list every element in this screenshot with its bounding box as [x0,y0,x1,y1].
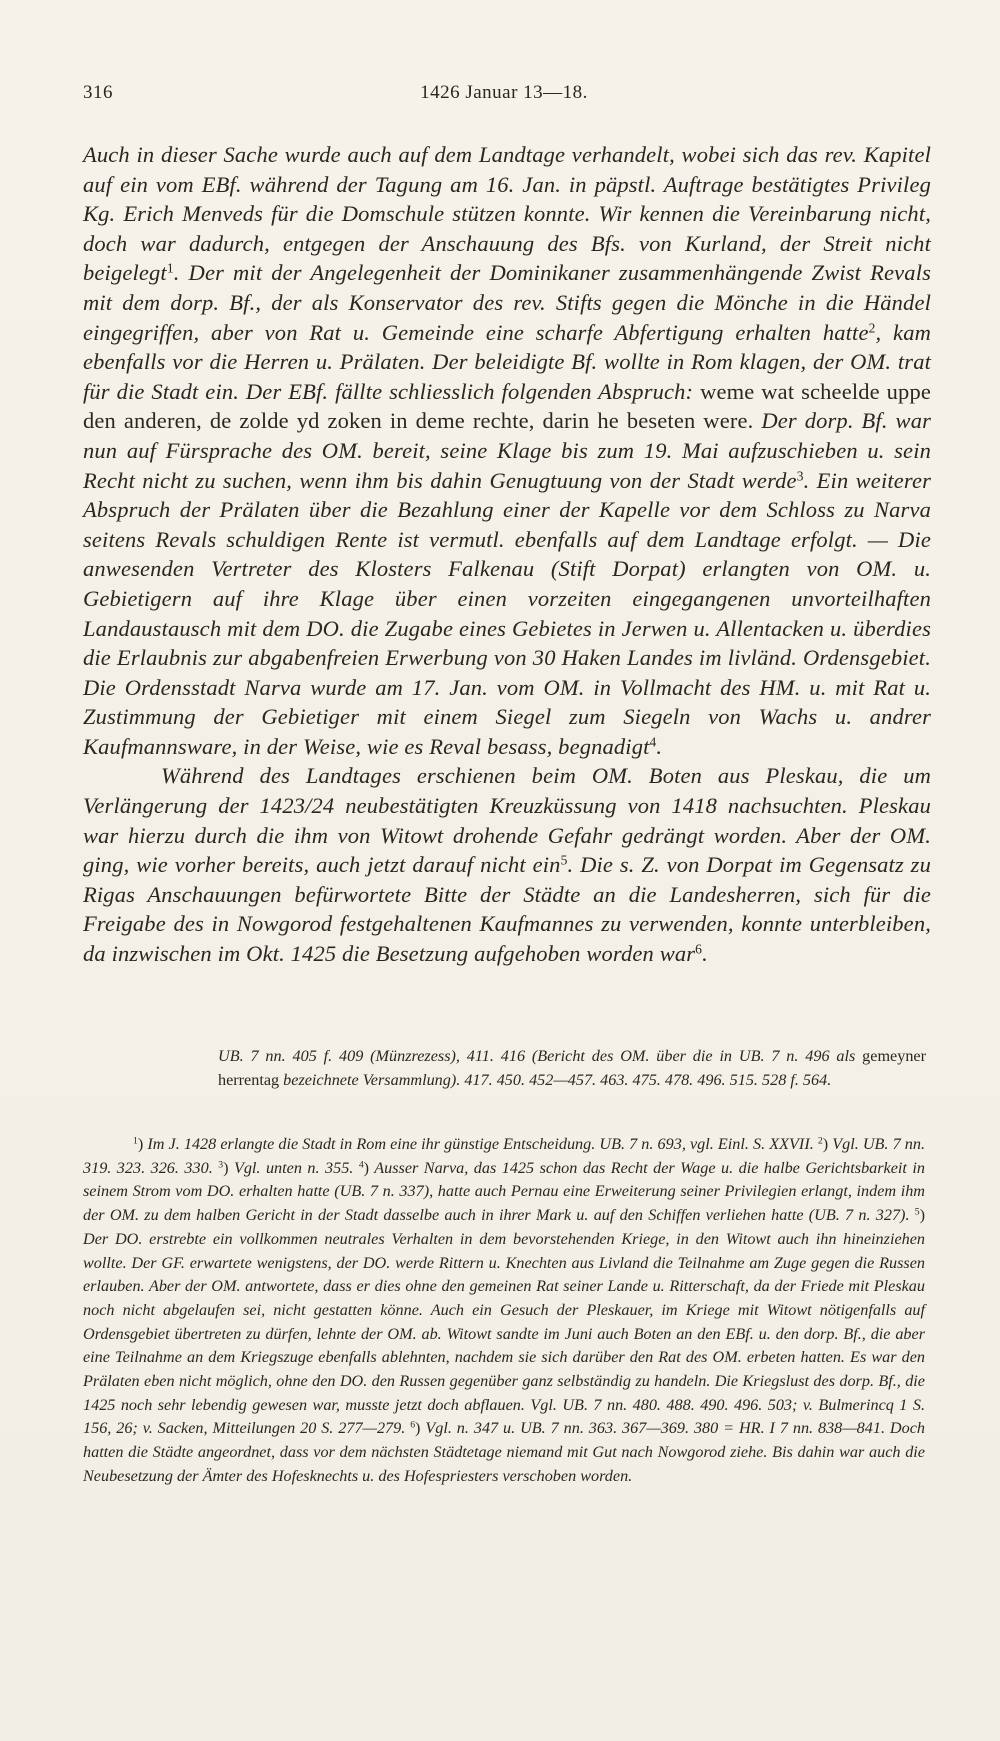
text-run: . [656,733,663,759]
footnote-text: Ausser Narva, das 1425 schon das Recht der Wage u. die halbe Gerichtsbarkeit in seinem Strom vom DO. erhalten hatte (UB. 7 n. 337), hatte auch Pernau eine Erweiterung seiner Privilegien erlangt, indem ihm der OM. zu dem halben Gericht in der Stadt dasselbe auch in ihrer Mark u. auf den Schiffen verliehen hatte (UB. 7 n. 327). [83,1158,925,1225]
page-number: 316 [83,82,113,103]
paragraph [83,140,931,761]
text-run: Auch in dieser Sache wurde auch auf dem Landtage verhandelt, wobei sich das rev. Kapitel auf ein vom EBf. während der Tagung am 16. Jan. in päpstl. Auftrage bestätigtes Privileg Kg. Erich Menveds für die Domschule stützen konnte. Wir kennen die Vereinbarung nicht, doch war dadurch, entgegen der Anschauung des Bfs. von Kurland, der Streit nicht beigelegt [83,142,931,286]
footnote-ref: 4 [649,734,657,750]
footnote-text: Der DO. erstrebte ein vollkommen neutrales Verhalten in dem bevorstehenden Kriege, in den Witowt auch ihn hineinziehen wollte. Der GF. erwartete wenigstens, der DO. werde Rittern u. Knechten aus Livland die Teilnahme am Zuge gegen die Russen erlauben. Aber der OM. antwortete, dass er dies ohne den gemeinen Rat seiner Lande u. Ritterschaft, da der Friede mit Pleskau noch nicht abgelaufen sei, nicht gestatten könne. Auch ein Gesuch der Pleskauer, im Kriege mit Witowt nötigenfalls auf Ordensgebiet übertreten zu dürfen, lehnte der OM. ab. Witowt sandte im Juni auch Boten an den EBf. u. den dorp. Bf., die aber eine Teilnahme an dem Kriegszuge ebenfalls ablehnten, nachdem sie sich darüber den Rat des OM. erbeten hatten. Es war den Prälaten eben nicht möglich, ohne den DO. den Russen gegenüber ganz selbständig zu handeln. Die Kriegslust des dorp. Bf., die 1425 noch sehr lebendig gewesen war, musste jetzt doch abflauen. Vgl. UB. 7 nn. 480. 488. 490. 496. 503; v. Bulmerincq 1 S. 156, 26; v. Sacken, Mitteilungen 20 S. 277—279. [83,1229,925,1438]
text-run: . Der mit der Angelegenheit der Dominikaner zusammenhängende Zwist Revals mit dem dorp. Bf., der als Konservator des rev. Stifts gegen die Mönche in die Händel eingegriffen, aber von Rat u. Gemeinde eine scharfe Abfertigung erhalten hatte [83,260,931,345]
footnote-ref: 5 [560,852,568,868]
quotation: weme wat scheelde uppe den anderen, de zolde yd zoken in deme rechte, darin he beseten were. [83,378,931,434]
footnote-text: Vgl. n. 347 u. UB. 7 nn. 363. 367—369. 380 = HR. I 7 nn. 838—841. Doch hatten die Städte angeordnet, dass vor dem nächsten Städtetage niemand mit Gut nach Nowgorod ziehe. Bis dahin war auch die Neubesetzung der Ämter des Hofesknechts u. des Hofespriesters verschoben worden. [83,1419,925,1485]
quotation: gemeyner herrentag [218,1047,926,1089]
text-run: , kam ebenfalls vor die Herren u. Prälaten. Der beleidigte Bf. wollte in Rom klagen, der OM. trat für die Stadt ein. Der EBf. fällte schliesslich folgenden Abspruch: [83,319,931,404]
main-text [83,140,931,969]
footnotes [83,1133,925,1489]
footnote-text: Vgl. unten n. 355. [228,1158,359,1177]
text-run: . [702,941,708,967]
footnote-ref: 3 [796,468,804,484]
running-title: 1426 Januar 13—18. [420,82,588,103]
footnote-mark: 4 [358,1159,364,1171]
footnote-mark: 3 [218,1159,224,1171]
footnote-ref: 6 [695,941,703,957]
reference-text: UB. 7 nn. 405 f. 409 (Münzrezess), 411. 416 (Bericht des OM. über die in UB. 7 n. 496 als [218,1047,863,1065]
footnote-ref: 1 [166,260,174,276]
footnote-ref: 2 [868,320,876,336]
reference-text: bezeichnete Versammlung). 417. 450. 452—457. 463. 475. 478. 496. 515. 528 f. 564. [279,1070,832,1089]
footnote-text: Im J. 1428 erlangte die Stadt in Rom eine ihr günstige Entscheidung. UB. 7 n. 693, vgl. Einl. S. XXVII. [143,1135,818,1153]
page-header [83,82,925,112]
text-run: . Ein weiterer Abspruch der Prälaten über die Bezahlung einer der Kapelle vor dem Schloss zu Narva seitens Revals schuldigen Rente ist vermutl. ebenfalls auf dem Landtage erfolgt. — Die anwesenden Vertreter des Klosters Falkenau (Stift Dorpat) erlangten von OM. u. Gebietigern auf ihre Klage über einen vorzeiten eingegangenen unvorteilhaften Landaustausch mit dem DO. die Zugabe eines Gebietes in Jerwen u. Allentacken u. überdies die Erlaubnis zur abgabenfreien Erwerbung von 30 Haken Landes im livländ. Ordensgebiet. Die Ordensstadt Narva wurde am 17. Jan. vom OM. in Vollmacht des HM. u. mit Rat u. Zustimmung der Gebietiger mit einem Siegel zum Siegeln von Wachs u. andrer Kaufmannsware, in der Weise, wie es Reval besass, begnadigt [83,467,931,759]
footnote-block: $^1$) Im J. 1428 erlangte die Stadt in Rom eine ihr günstige Entscheidung. UB. 7 n. 693, vgl. Einl. S. XXVII. $^2$) Vgl. UB. 7 nn. 319. 323. 326. 330. $^3$) Vgl. unten n. 355. $^4$) Ausser Narva, das 1425 schon das Recht der Wage u. die halbe Gerichtsbarkeit in seinem Strom vom DO. erhalten hatte (UB. 7 n. 337), hatte auch Pernau eine Erweiterung seiner Privilegien erlangt, indem ihm der OM. zu dem halben Gericht in der Stadt dasselbe auch in ihrer Mark u. auf den Schiffen verliehen hatte (UB. 7 n. 327). $^5$) Der DO. erstrebte ein vollkommen neutrales Verhalten in dem bevorstehenden Kriege, in den Witowt auch ihn hineinziehen wollte. Der GF. erwartete wenigstens, der DO. werde Rittern u. Knechten aus Livland die Teilnahme am Zuge gegen die Russen erlauben. Aber der OM. antwortete, dass er dies ohne den gemeinen Rat seiner Lande u. Ritterschaft, da der Friede mit Pleskau noch nicht abgelaufen sei, nicht gestatten könne. Auch ein Gesuch der Pleskauer, im Kriege mit Witowt nötigenfalls auf Ordensgebiet übertreten zu dürfen, lehnte der OM. ab. Witowt sandte im Juni auch Boten an den EBf. u. den dorp. Bf., die aber eine Teilnahme an dem Kriegszuge ebenfalls ablehnten, nachdem sie sich darüber den Rat des OM. erbeten hatten. Es war den Prälaten eben nicht möglich, ohne den DO. den Russen gegenüber ganz selbständig zu handeln. Die Kriegslust des dorp. Bf., die 1425 noch sehr lebendig gewesen war, musste jetzt doch abflauen. Vgl. UB. 7 nn. 480. 488. 490. 496. 503; v. Bulmerincq 1 S. 156, 26; v. Sacken, Mitteilungen 20 S. 277—279. $^6$) Vgl. n. 347 u. UB. 7 nn. 363. 367—369. 380 = HR. I 7 nn. 838—841. Doch hatten die Städte angeordnet, dass vor dem nächsten Städtetage niemand mit Gut nach Nowgorod ziehe. Bis dahin war auch die Neubesetzung der Ämter des Hofesknechts u. des Hofespriesters verschoben worden. [83,1135,925,1485]
paragraph [83,761,931,968]
footnote-text: Vgl. UB. 7 nn. 319. 323. 326. 330. [83,1135,925,1177]
footnote-mark: 1 [133,1135,138,1147]
source-references [218,1045,926,1092]
footnote-mark: 5 [914,1206,920,1218]
text-run: Der dorp. Bf. war nun auf Fürsprache des OM. bereit, seine Klage bis zum 19. Mai aufzuschieben u. sein Recht nicht zu suchen, wenn ihm bis dahin Genugtuung von der Stadt werde [83,408,931,493]
footnote-mark: 2 [817,1135,823,1147]
footnote-mark: 6 [410,1420,416,1432]
text-run: Während des Landtages erschienen beim OM. Boten aus Pleskau, die um Verlängerung der 1423/24 neubestätigten Kreuzküssung von 1418 nachsuchten. Pleskau war hierzu durch die ihm von Witowt drohende Gefahr gedrängt worden. Aber der OM. ging, wie vorher bereits, auch jetzt darauf nicht ein [83,763,931,878]
text-run: . Die s. Z. von Dorpat im Gegensatz zu Rigas Anschauungen befürwortete Bitte der Städte an die Landesherren, sich für die Freigabe des in Nowgorod festgehaltenen Kaufmannes zu verwenden, konnte unterbleiben, da inzwischen im Okt. 1425 die Besetzung aufgehoben worden war [83,852,931,967]
